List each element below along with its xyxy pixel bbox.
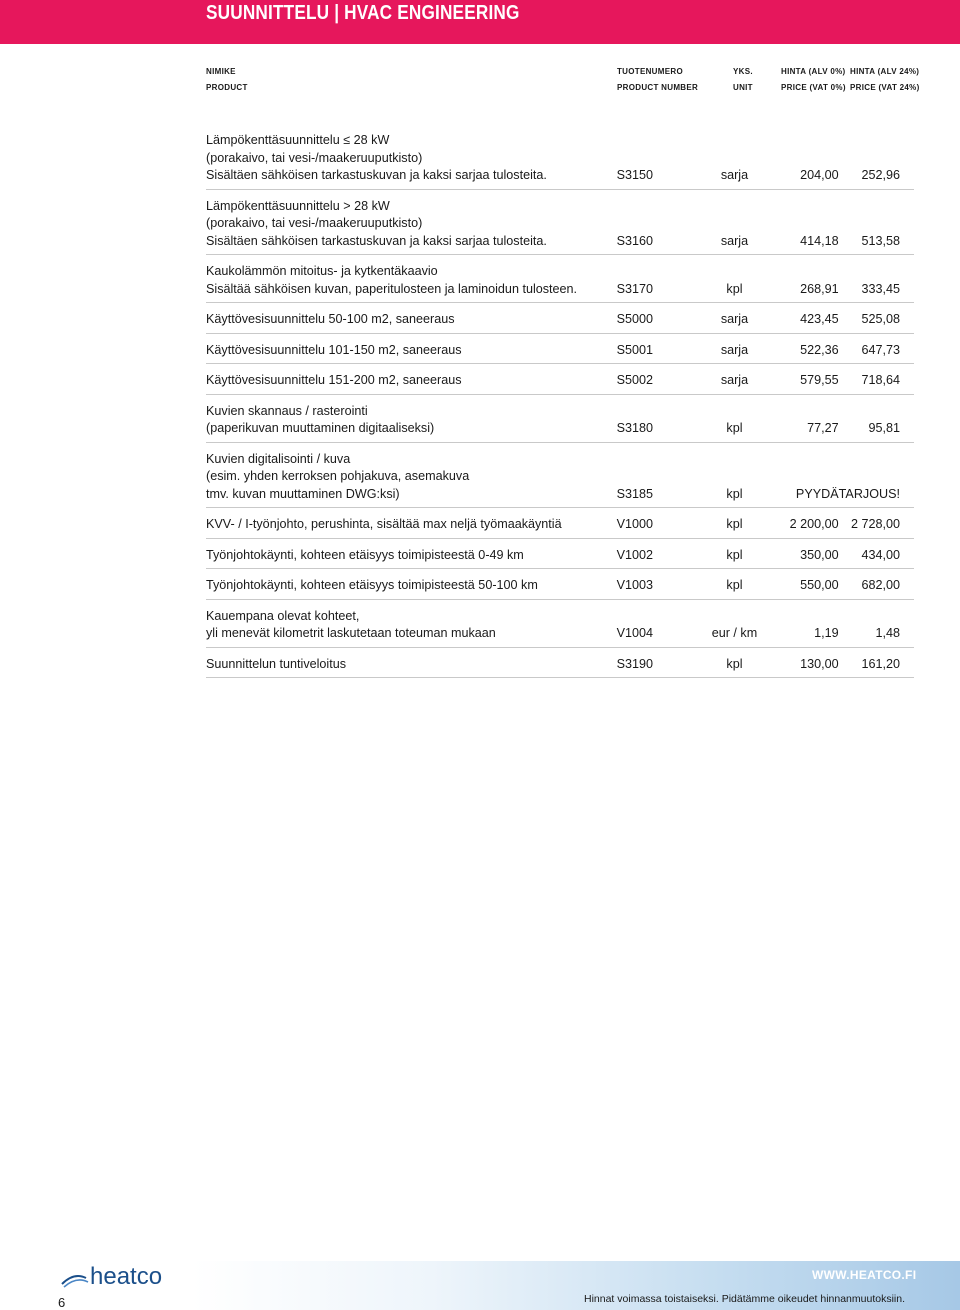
product-name-line: Sisältäen sähköisen tarkastuskuvan ja kaksi sarjaa tulosteita. [206, 233, 547, 248]
header-unit-fi: YKS. [733, 67, 753, 76]
header-unit-en: UNIT [733, 83, 753, 92]
product-name-cell [206, 647, 617, 678]
product-name-line: (porakaivo, tai vesi-/maakeruuputkisto) [206, 216, 423, 230]
price-vat0-cell: 2 200,00 [789, 517, 839, 531]
product-name-line: Kauempana olevat kohteet, [206, 608, 360, 623]
product-code-cell: V1002 [616, 547, 653, 562]
price-vat24-cell: 434,00 [861, 547, 900, 562]
price-vat24-cell: 718,64 [861, 373, 900, 387]
price-vat24-cell: 682,00 [861, 578, 900, 592]
unit-cell: sarja [720, 342, 749, 357]
price-disclaimer: Hinnat voimassa toistaiseksi. Pidätämme oikeudet hinnanmuutoksiin. [584, 1293, 905, 1305]
product-name-line: (porakaivo, tai vesi-/maakeruuputkisto) [206, 150, 423, 165]
unit-cell: kpl [726, 517, 743, 531]
price-vat0-cell: 130,00 [800, 656, 839, 671]
table-row [206, 508, 914, 539]
product-name-line: Lämpökenttäsuunnittelu > 28 kW [206, 198, 390, 213]
website-link[interactable]: WWW.HEATCO.FI [812, 1268, 917, 1282]
product-name-cell [206, 189, 617, 255]
table-row [206, 394, 914, 442]
price-vat0-cell: 268,91 [800, 281, 839, 296]
header-name-fi: NIMIKE [206, 67, 236, 76]
price-vat24-cell: 161,20 [861, 656, 900, 671]
product-name-line: Työnjohtokäynti, kohteen etäisyys toimipisteestä 50-100 km [206, 578, 538, 592]
unit-cell: kpl [726, 281, 743, 296]
price-vat24-cell: 333,45 [861, 281, 900, 296]
price-table [206, 130, 914, 678]
product-name-cell [206, 333, 617, 364]
product-name-line: Kuvien digitalisointi / kuva [206, 451, 351, 466]
product-name-line: Käyttövesisuunnittelu 151-200 m2, saneeraus [206, 373, 462, 387]
product-code-cell: S3170 [616, 281, 653, 296]
table-row [206, 255, 914, 303]
unit-cell: kpl [726, 421, 743, 435]
table-row [206, 364, 914, 395]
product-name-cell [206, 442, 617, 508]
price-vat0-cell: 414,18 [800, 233, 839, 248]
unit-cell: sarja [720, 373, 749, 387]
product-name-cell [206, 599, 617, 647]
product-name-cell [206, 364, 617, 395]
price-vat24-cell: 1,48 [875, 626, 900, 640]
price-vat24-cell: 2 728,00 [850, 517, 900, 531]
product-name-line: Kaukolämmön mitoitus- ja kytkentäkaavio [206, 264, 438, 278]
product-name-line: Käyttövesisuunnittelu 50-100 m2, saneeraus [206, 312, 455, 326]
header-name-en: PRODUCT [206, 83, 248, 92]
price-vat24-cell: 525,08 [861, 312, 900, 326]
table-row [206, 333, 914, 364]
unit-cell: sarja [720, 233, 749, 248]
header-price0-fi: HINTA (ALV 0%) [781, 67, 846, 76]
product-name-line: Kuvien skannaus / rasterointi [206, 403, 368, 418]
price-vat0-cell: 350,00 [800, 547, 839, 562]
table-row [206, 442, 914, 508]
page-number: 6 [58, 1295, 66, 1310]
header-code-fi: TUOTENUMERO [617, 67, 683, 76]
product-name-line: Työnjohtokäynti, kohteen etäisyys toimipisteestä 0-49 km [206, 547, 524, 562]
unit-cell: kpl [726, 578, 743, 592]
price-vat0-cell: 522,36 [800, 342, 839, 357]
header-code-en: PRODUCT NUMBER [617, 83, 699, 92]
table-row [206, 189, 914, 255]
product-code-cell: S5002 [616, 373, 653, 387]
header-price24-en: PRICE (VAT 24%) [850, 83, 920, 92]
price-vat24-cell: TARJOUS! [838, 486, 900, 501]
product-name-cell [206, 569, 617, 600]
product-name-line: tmv. kuvan muuttaminen DWG:ksi) [206, 486, 400, 501]
unit-cell: kpl [726, 656, 743, 671]
product-name-line: Sisältäen sähköisen tarkastuskuvan ja kaksi sarjaa tulosteita. [206, 168, 547, 182]
product-code-cell: S5001 [616, 342, 653, 357]
price-vat0-cell: 1,19 [814, 626, 839, 640]
product-code-cell: V1000 [616, 517, 653, 531]
table-row [206, 130, 914, 189]
price-vat0-cell: 423,45 [800, 312, 839, 326]
price-vat0-cell: 77,27 [807, 421, 839, 435]
unit-cell: eur / km [711, 626, 758, 640]
header-price24-fi: HINTA (ALV 24%) [850, 67, 920, 76]
price-vat24-cell: 513,58 [861, 233, 900, 248]
table-row [206, 569, 914, 600]
product-name-line: KVV- / I-työnjohto, perushinta, sisältää max neljä työmaakäyntiä [206, 517, 562, 531]
price-vat0-cell: 550,00 [800, 578, 839, 592]
product-code-cell: V1003 [616, 578, 653, 592]
product-name-line: yli menevät kilometrit laskutetaan toteuman mukaan [206, 626, 496, 640]
price-vat24-cell: 647,73 [861, 342, 900, 357]
product-code-cell: S3180 [616, 421, 653, 435]
product-name-cell [206, 130, 617, 189]
product-name-cell [206, 538, 617, 569]
product-name-line: (paperikuvan muuttaminen digitaaliseksi) [206, 421, 435, 435]
price-vat0-cell: 204,00 [800, 168, 839, 182]
title-banner [0, 0, 960, 44]
product-name-cell [206, 508, 617, 539]
table-row [206, 599, 914, 647]
unit-cell: sarja [720, 312, 749, 326]
price-vat0-cell: 579,55 [800, 373, 839, 387]
price-vat24-cell: 95,81 [868, 421, 900, 435]
product-name-line: Käyttövesisuunnittelu 101-150 m2, saneeraus [206, 342, 462, 357]
unit-cell: sarja [720, 168, 749, 182]
product-name-line: (esim. yhden kerroksen pohjakuva, asemakuva [206, 469, 470, 483]
table-row [206, 303, 914, 334]
product-name-line: Lämpökenttäsuunnittelu ≤ 28 kW [206, 133, 390, 147]
product-name-cell [206, 255, 617, 303]
heatco-logo [60, 1262, 180, 1290]
table-row [206, 647, 914, 678]
table-row [206, 538, 914, 569]
price-vat0-cell: PYYDÄ [795, 486, 839, 501]
price-vat24-cell: 252,96 [861, 168, 900, 182]
product-name-line: Suunnittelun tuntiveloitus [206, 656, 347, 671]
product-name-cell [206, 303, 617, 334]
product-code-cell: S3150 [616, 168, 653, 182]
page-title: SUUNNITTELU | HVAC ENGINEERING [206, 2, 520, 24]
product-code-cell: S3160 [616, 233, 653, 248]
unit-cell: kpl [726, 486, 743, 501]
logo-text: heatco [90, 1263, 163, 1290]
product-code-cell: S3190 [616, 656, 653, 671]
product-code-cell: V1004 [616, 626, 653, 640]
product-code-cell: S3185 [616, 486, 653, 501]
product-name-line: Sisältää sähköisen kuvan, paperitulosteen ja laminoidun tulosteen. [206, 281, 578, 296]
header-price0-en: PRICE (VAT 0%) [781, 83, 846, 92]
product-name-cell [206, 394, 617, 442]
product-code-cell: S5000 [616, 312, 653, 326]
unit-cell: kpl [726, 547, 743, 562]
